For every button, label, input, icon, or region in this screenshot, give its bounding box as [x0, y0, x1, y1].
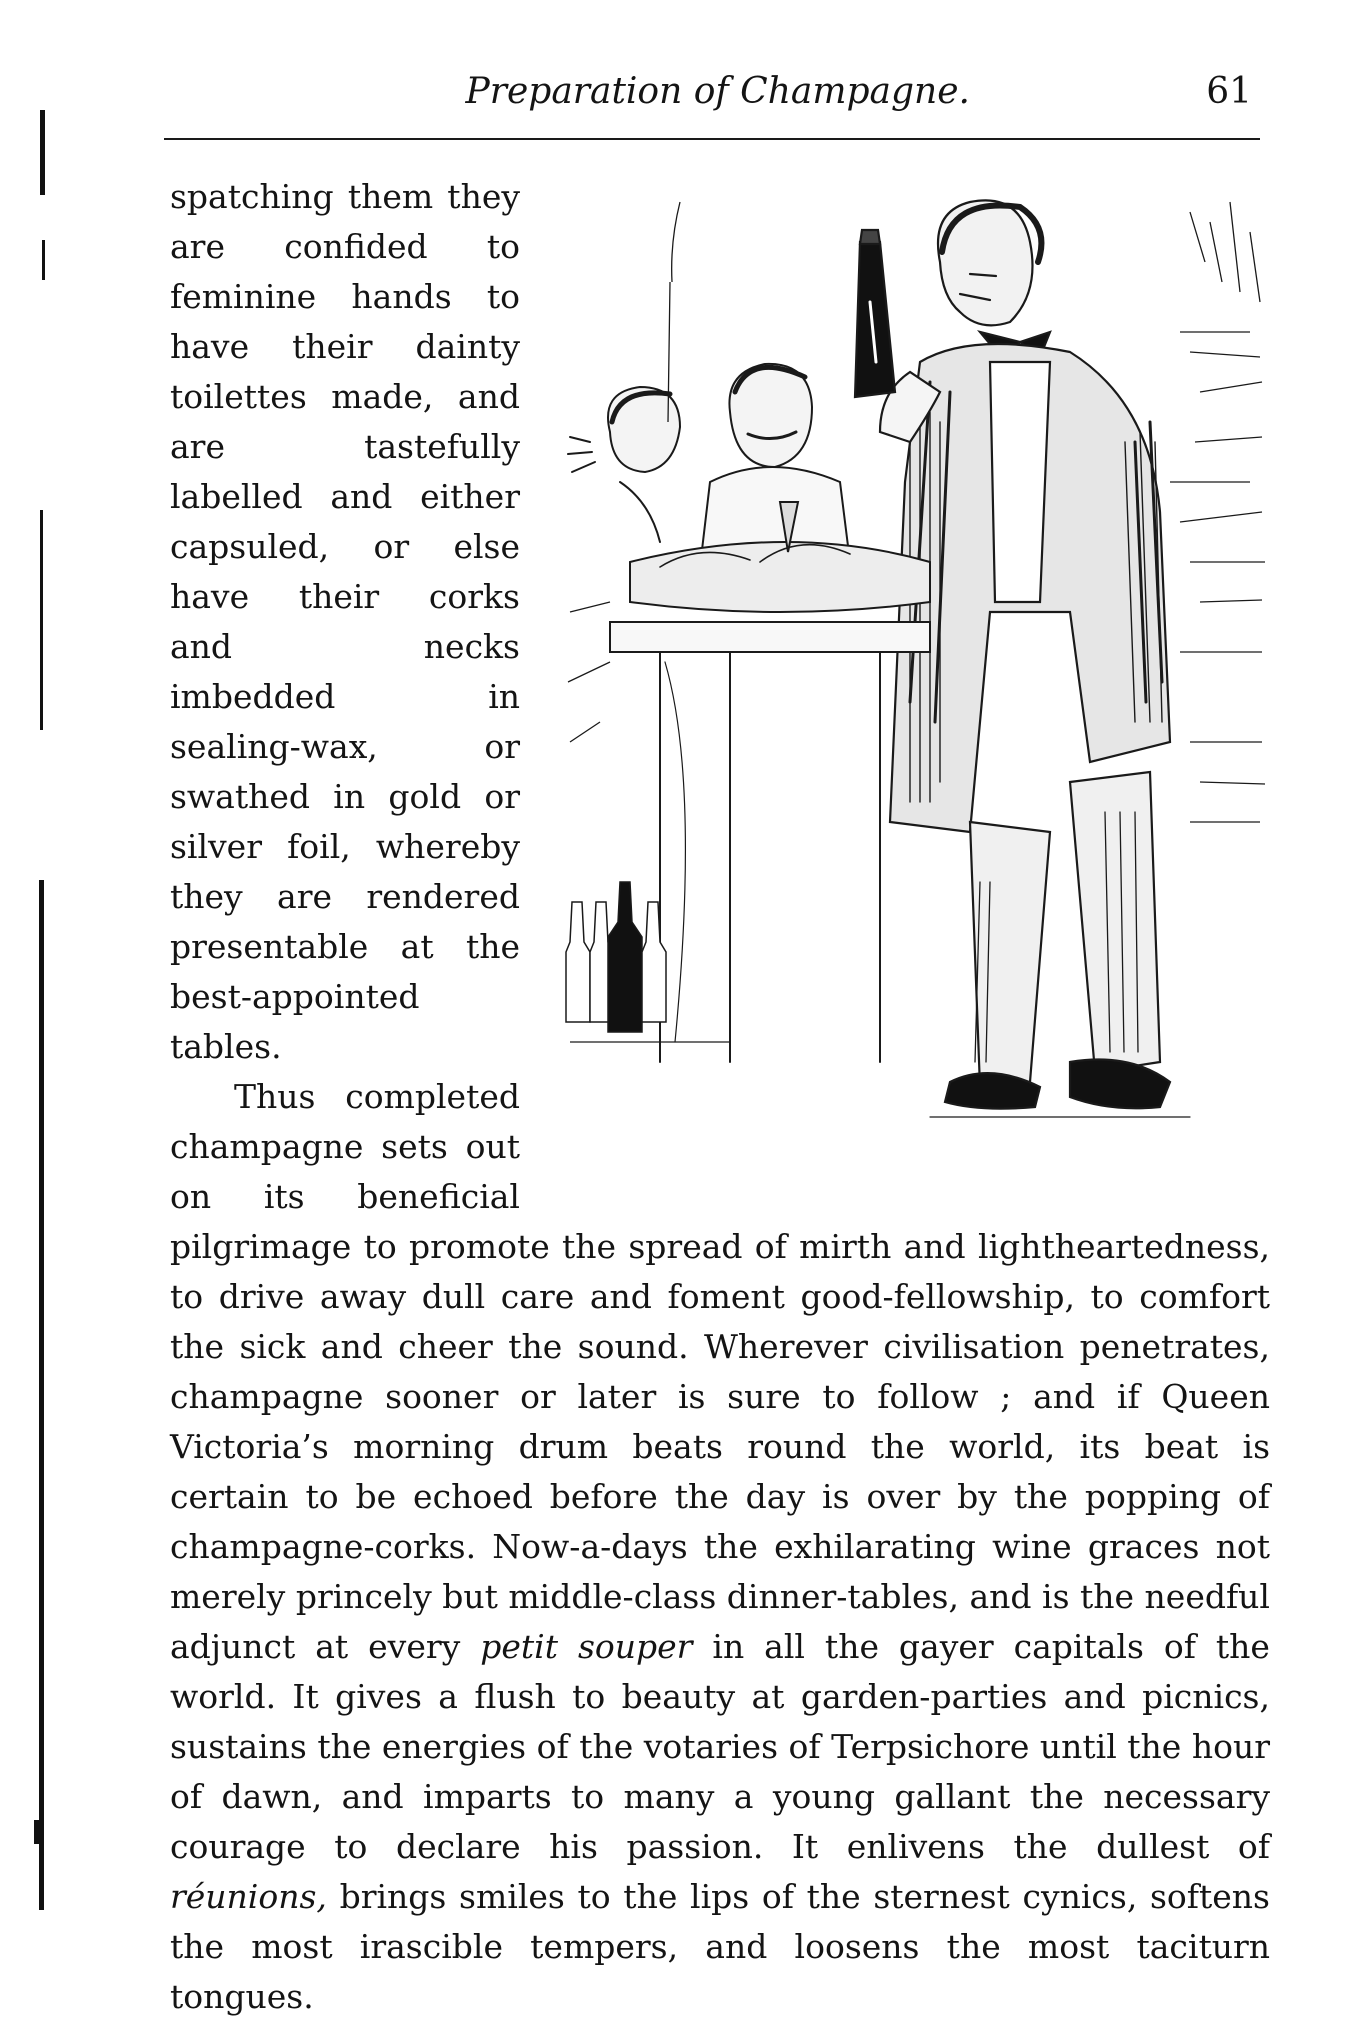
running-head	[170, 62, 1260, 122]
running-title: Preparation of Champagne.	[465, 71, 970, 112]
paragraph-2-text-a: Thus completed champagne sets out on its beneficial pilgrimage to promote the spread of mirth and lightheartedness, to drive away dull care and foment good-fellowship, to comfort the sick and cheer the sound. Wherever civilisation penetrates, champagne sooner or later is sure to follow ; and if Queen Victoria’s morning drum beats round the world, its beat is certain to be echoed before the day is over by the popping of champagne-corks. Now-a-days the exhilarating wine graces not merely princely but middle-class dinner-tables, and is the needful adjunct at every	[170, 1077, 1270, 1666]
header-rule	[164, 138, 1260, 140]
italic-phrase-petit-souper: petit souper	[480, 1627, 693, 1666]
engraving-illustration-svg	[550, 182, 1270, 1212]
margin-binding-mark	[34, 1820, 44, 1844]
paragraph-1: spatching them they are confided to feminine hands to have their dainty toilettes made, and are tastefully labelled and either capsuled, or else have their corks and necks imbedded in sealing-wax, or swathed in gold or silver foil, whereby they are rendered presentable at the best-appointed tables.	[170, 177, 520, 1066]
margin-binding-mark	[42, 240, 45, 280]
paragraph-2-text-c: brings smiles to the lips of the sternest cynics, softens the most irascible tempers, and loosens the most taciturn tongues.	[170, 1877, 1270, 2016]
bottles-on-floor	[566, 882, 730, 1042]
margin-binding-mark	[40, 510, 43, 730]
margin-binding-mark	[39, 880, 44, 1910]
body-text	[170, 172, 1270, 2022]
margin-binding-mark	[40, 110, 45, 195]
waiter-holding-champagne-bottle	[855, 200, 1190, 1117]
paragraph-2-text-b: in all the gayer capitals of the world. It gives a flush to beauty at garden-parties and picnics, sustains the energies of the votaries of Terpsichore until the hour of dawn, and imparts to many a young gallant the necessary courage to declare his passion. It enlivens the dullest of	[170, 1627, 1270, 1866]
page-number: 61	[1206, 71, 1252, 112]
paragraph-2	[170, 1072, 1270, 2022]
italic-word-reunions: réunions,	[170, 1877, 327, 1916]
engraving-illustration	[550, 182, 1270, 1212]
